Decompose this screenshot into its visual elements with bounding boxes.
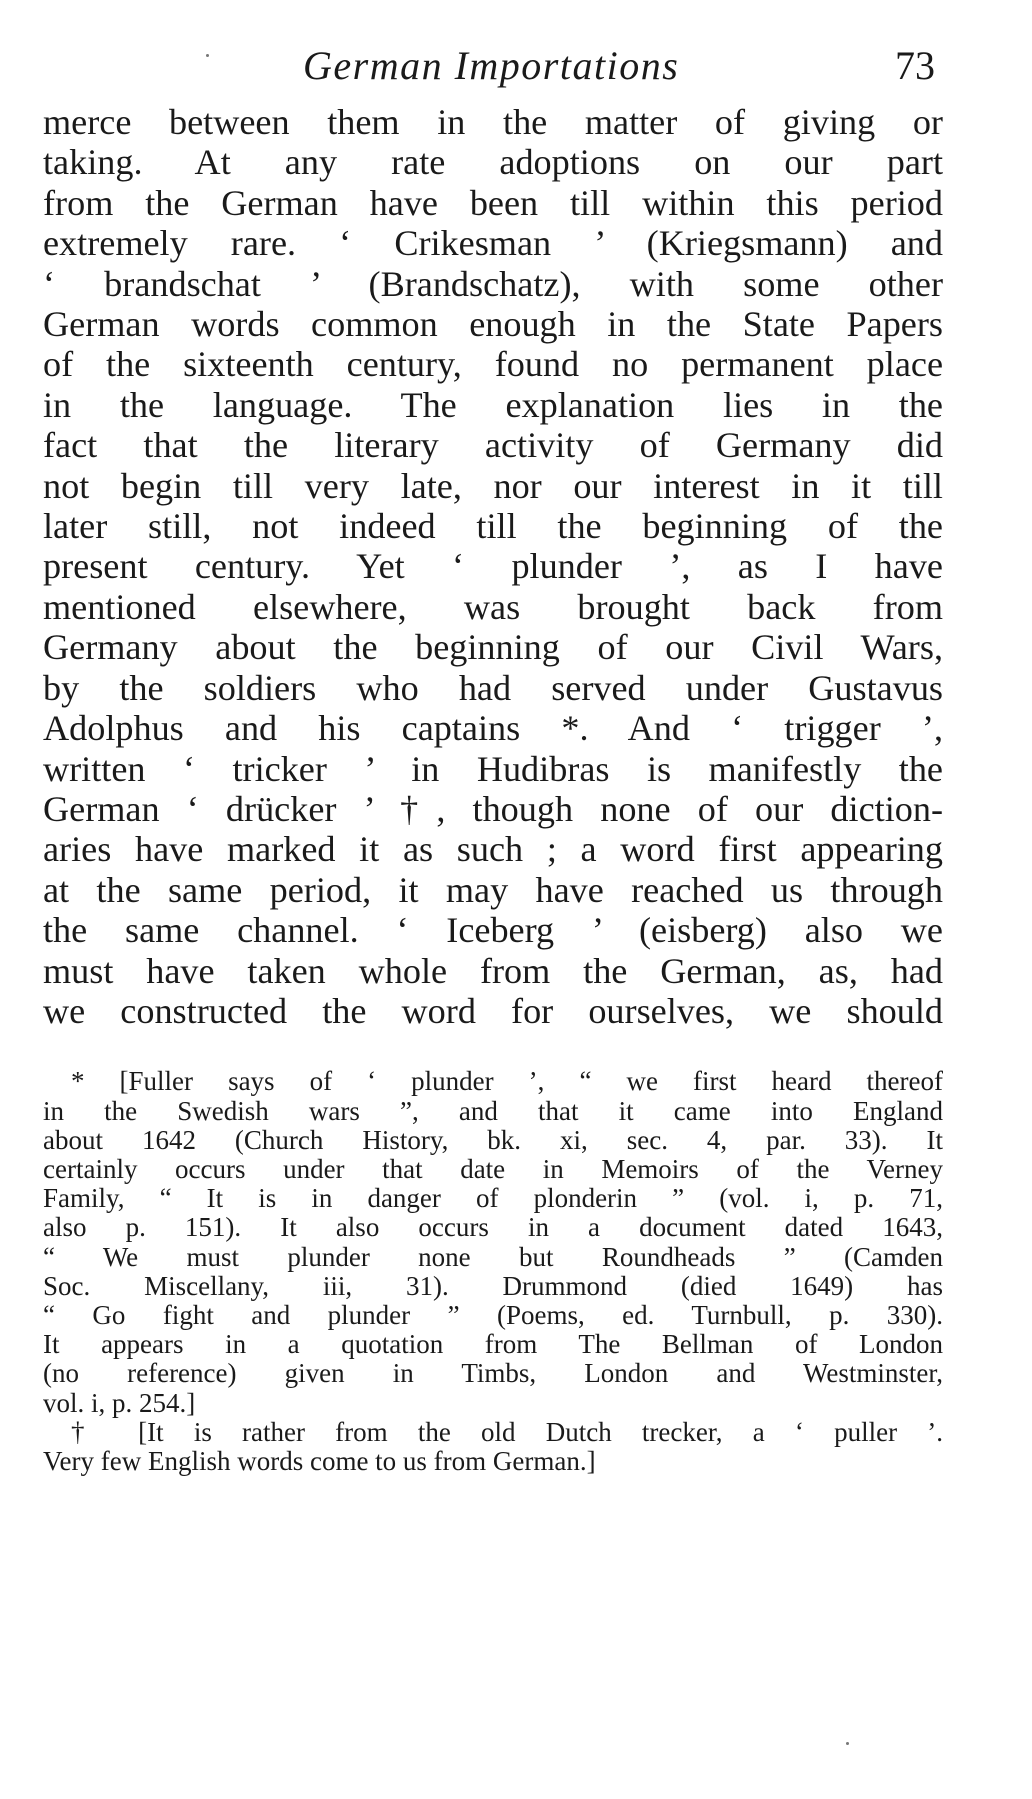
footnote-line: Very few English words come to us from German.] <box>43 1445 596 1476</box>
body-line: mentioned elsewhere, was brought back from <box>43 586 943 627</box>
footnote-line: Soc. Miscellany, iii, 31). Drummond (died 1649) has <box>43 1270 943 1301</box>
body-line: taking. At any rate adoptions on our part <box>43 142 943 183</box>
body-text <box>43 102 943 1031</box>
body-line: present century. Yet ‘ plunder ’, as I have <box>43 546 943 587</box>
body-line: at the same period, it may have reached us through <box>43 869 943 910</box>
body-line: later still, not indeed till the beginning of the <box>43 506 943 547</box>
body-line: the same channel. ‘ Iceberg ’ (eisberg) also we <box>43 910 943 951</box>
body-line: German ‘ drücker ’ †, though none of our diction- <box>43 788 943 829</box>
footnote-line: also p. 151). It also occurs in a document dated 1643, <box>43 1212 943 1243</box>
footnote-star <box>43 1067 943 1417</box>
body-line: not begin till very late, nor our interest in it till <box>43 465 943 506</box>
page-header <box>43 30 943 100</box>
footnote-line: “ We must plunder none but Roundheads ” (Camden <box>43 1241 943 1272</box>
running-title: German Importations <box>303 43 680 88</box>
body-line: we constructed the word for ourselves, we should <box>43 990 943 1031</box>
footnote-line: in the Swedish wars ”, and that it came into England <box>43 1095 943 1126</box>
footnote-line: Family, “ It is in danger of plonderin ” (vol. i, p. 71, <box>43 1183 943 1214</box>
body-line: of the sixteenth century, found no permanent place <box>43 344 943 385</box>
footnote-line: * [Fuller says of ‘ plunder ’, “ we first heard thereof <box>71 1066 943 1097</box>
body-line: extremely rare. ‘ Crikesman ’ (Kriegsmann) and <box>43 223 943 264</box>
body-line: must have taken whole from the German, as, had <box>43 950 943 991</box>
body-line: Germany about the beginning of our Civil Wars, <box>43 627 943 668</box>
body-line: from the German have been till within this period <box>43 182 943 223</box>
body-line: written ‘ tricker ’ in Hudibras is manifestly the <box>43 748 943 789</box>
footnote-line: (no reference) given in Timbs, London and Westminster, <box>43 1358 943 1389</box>
footnote-line: It appears in a quotation from The Bellman of London <box>43 1329 943 1360</box>
footnote-dagger <box>43 1418 943 1476</box>
print-speck <box>846 1742 849 1745</box>
page-number: 73 <box>895 43 935 88</box>
footnote-line: vol. i, p. 254.] <box>43 1387 196 1418</box>
body-line: by the soldiers who had served under Gustavus <box>43 667 943 708</box>
body-line: in the language. The explanation lies in the <box>43 384 943 425</box>
footnote-line: † [It is rather from the old Dutch trecker, a ‘ puller ’. <box>71 1416 943 1447</box>
body-line: Adolphus and his captains *. And ‘ trigger ’, <box>43 708 943 749</box>
body-line: aries have marked it as such ; a word first appearing <box>43 829 943 870</box>
body-line: merce between them in the matter of giving or <box>43 102 943 142</box>
footnote-line: certainly occurs under that date in Memoirs of the Verney <box>43 1153 943 1184</box>
book-page <box>43 30 943 1476</box>
body-line: ‘ brandschat ’ (Brandschatz), with some other <box>43 263 943 304</box>
body-line: German words common enough in the State Papers <box>43 304 943 345</box>
footnote-line: “ Go fight and plunder ” (Poems, ed. Turnbull, p. 330). <box>43 1299 943 1330</box>
body-line: fact that the literary activity of Germany did <box>43 425 943 466</box>
footnote-line: about 1642 (Church History, bk. xi, sec. 4, par. 33). It <box>43 1124 943 1155</box>
print-speck <box>206 54 209 57</box>
